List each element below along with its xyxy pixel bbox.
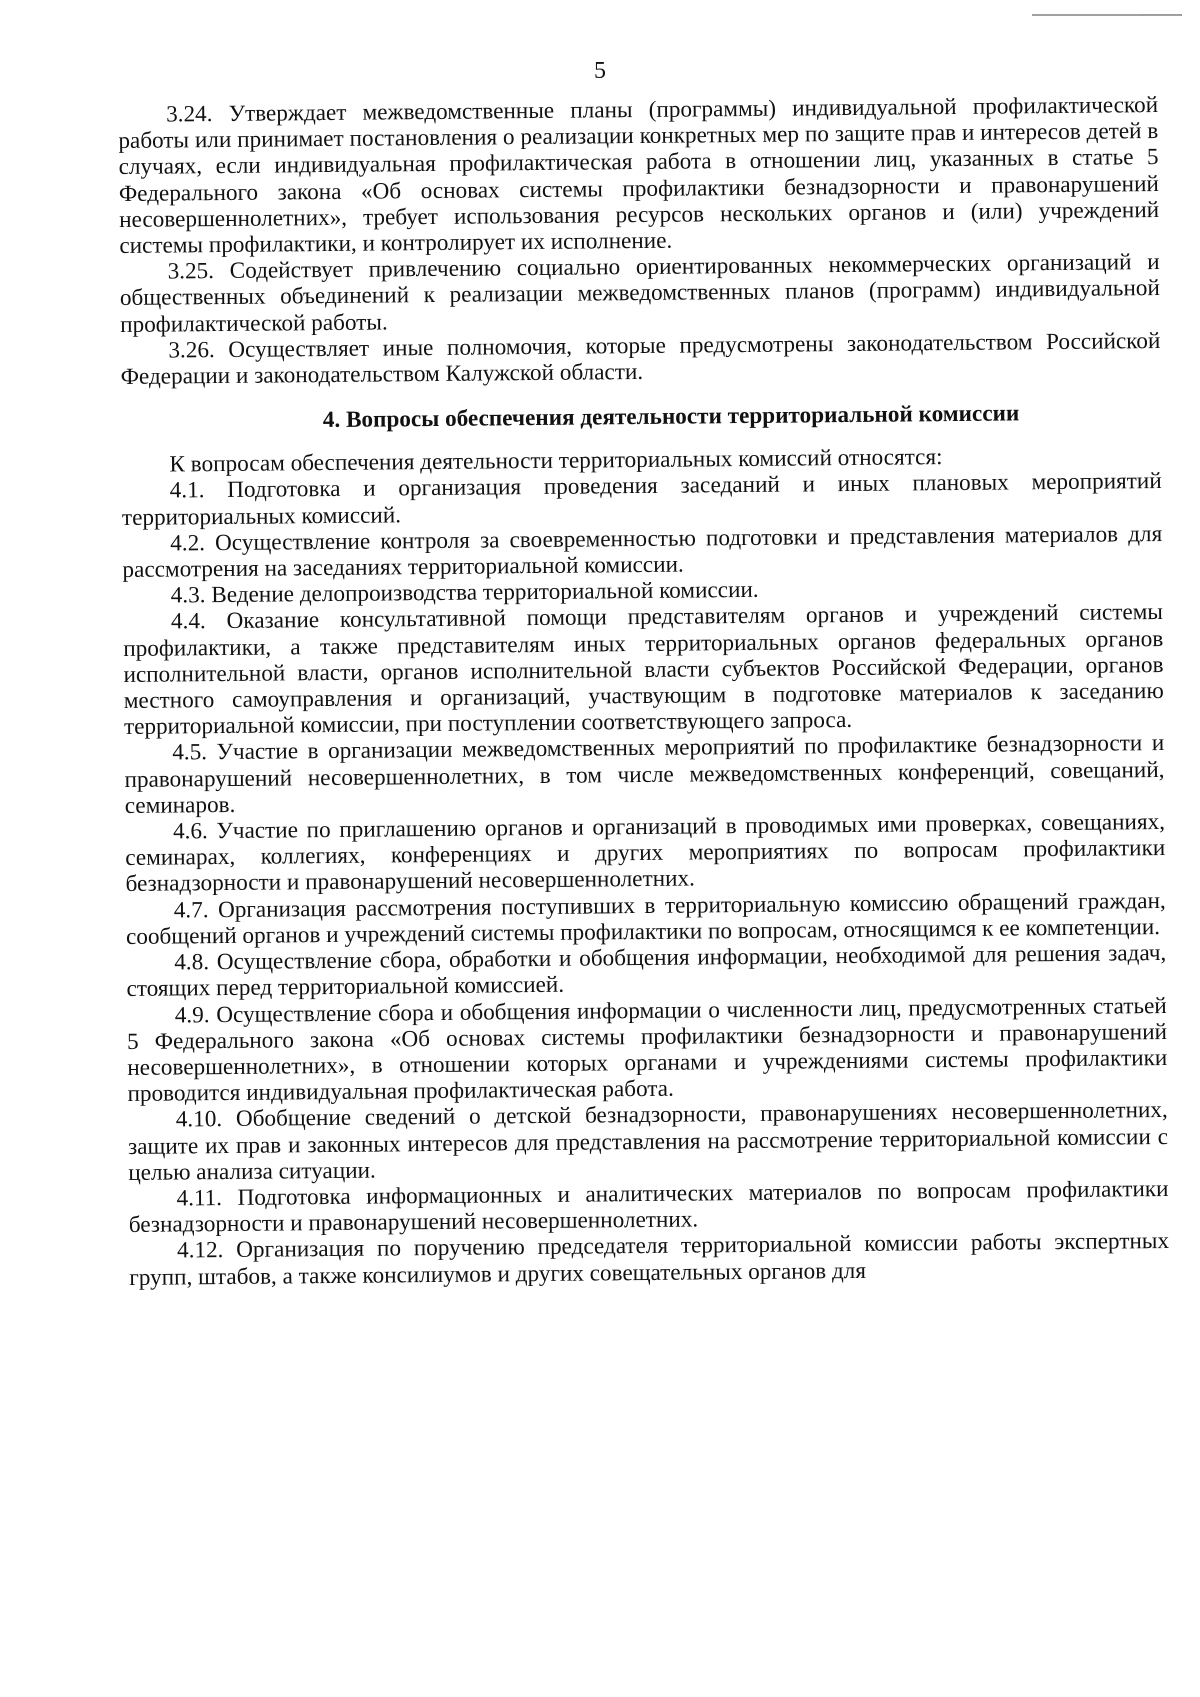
section-4-intro: К вопросам обеспечения деятельности территориальных комиссий относятся: (169, 444, 943, 478)
paragraph-4-3: 4.3. Ведение делопроизводства территориальной комиссии. (170, 577, 759, 609)
paragraph-4-5: 4.5. Участие в организации межведомственных мероприятий по профилактике безнадзорности и правонарушений несовершеннолетних, в том числе межведомственных конференций, совещаний, семинаров. (124, 730, 1165, 819)
paragraph-3-25: 3.25. Содействует привлечению социально ориентированных некоммерческих организаций и общественных объединений к реализации межведомственных планов (программ) индивидуальной профилактической работы. (119, 249, 1160, 338)
paragraph-4-8: 4.8. Осуществление сбора, обработки и обобщения информации, необходимой для решения задач, стоящих перед территориальной комиссией. (126, 940, 1167, 1003)
page-number: 5 (594, 58, 606, 84)
paragraph-4-1: 4.1. Подготовка и организация проведения заседаний и иных плановых мероприятий территориальных комиссий. (121, 468, 1162, 531)
paragraph-3-26: 3.26. Осуществляет иные полномочия, которые предусмотрены законодательством Российской Федерации и законодательством Калужской области. (120, 327, 1161, 391)
scan-artifact-line (1032, 14, 1182, 16)
document-body (118, 92, 1169, 1291)
paragraph-4-6: 4.6. Участие по приглашению органов и организаций в проводимых ими проверках, совещаниях, семинарах, коллегиях, конференциях и других мероприятиях по вопросам профилактики безнадзорности и правонарушений несовершеннолетних. (125, 809, 1166, 898)
paragraph-4-11: 4.11. Подготовка информационных и аналитических материалов по вопросам профилактики безнадзорности и правонарушений несовершеннолетних. (128, 1175, 1169, 1239)
paragraph-4-7: 4.7. Организация рассмотрения поступивших в территориальную комиссию обращений граждан, сообщений органов и учреждений системы профилактики по вопросам, относящимся к ее компетенции. (125, 887, 1166, 950)
paragraph-4-12: 4.12. Организация по поручению председателя территориальной комиссии работы экспертных групп, штабов, а также консилиумов и других совещательных органов для (129, 1228, 1170, 1291)
paragraph-4-10: 4.10. Обобщение сведений о детской безнадзорности, правонарушениях несовершеннолетних, защите их прав и законных интересов для представления на рассмотрение территориальной комиссии с целью анализа ситуации. (127, 1097, 1169, 1186)
paragraph-4-9: 4.9. Осуществление сбора и обобщения информации о численности лиц, предусмотренных статьей 5 Федерального закона «Об основах системы профилактики безнадзорности и правонарушений несовершеннолетних», в отношении которых органами и учреждениями системы профилактики проводится индивидуальная профилактическая работа. (126, 992, 1168, 1108)
paragraph-4-4: 4.4. Оказание консультативной помощи представителям органов и учреждений системы профилактики, а также представителям иных территориальных органов федеральных органов исполнительной власти, органов исполнительной власти субъектов Российской Федерации, органов местного самоуправления и организаций, участвующим в подготовке материалов к заседанию территориальной комиссии, при поступлении соответствующего запроса. (123, 599, 1164, 741)
paragraph-4-2: 4.2. Осуществление контроля за своевременностью подготовки и представления материалов для рассмотрения на заседаниях территориальной комиссии. (122, 520, 1163, 584)
paragraph-3-24: 3.24. Утверждает межведомственные планы (программы) индивидуальной профилактической работы или принимает постановления о реализации конкретных мер по защите прав и интересов детей в случаях, если индивидуальная профилактическая работа в отношении лиц, указанных в статье 5 Федерального закона «Об основах системы профилактики безнадзорности и правонарушений несовершеннолетних», требует использования ресурсов нескольких органов и (или) учреждений системы профилактики, и контролирует их исполнение. (118, 92, 1160, 260)
section-4-heading: 4. Вопросы обеспечения деятельности территориальной комиссии (322, 400, 1020, 434)
